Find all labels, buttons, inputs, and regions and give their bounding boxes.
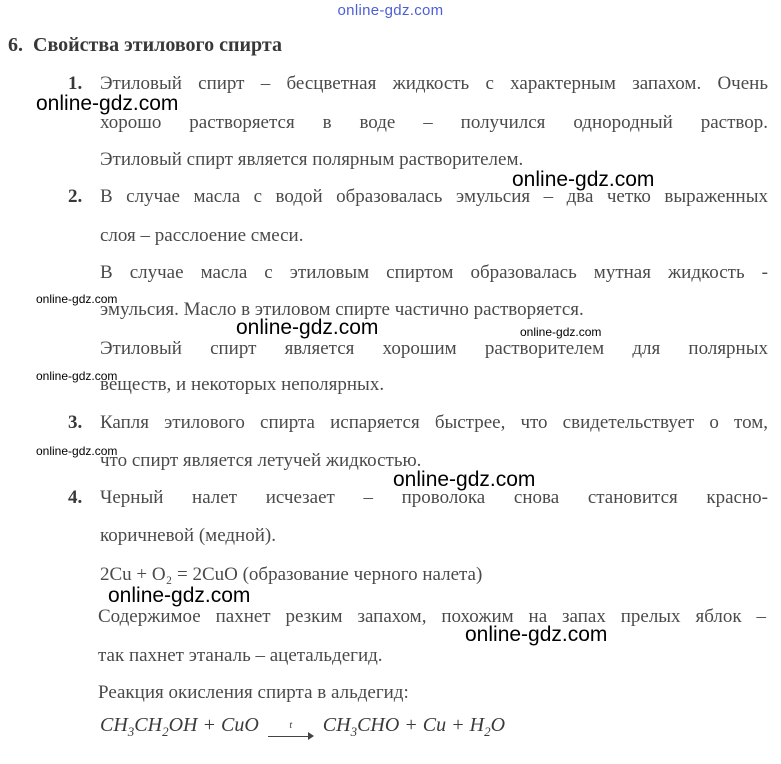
watermark: online-gdz.com [36,369,118,383]
paragraph-line: коричневой (медной). [100,525,276,546]
watermark: online-gdz.com [393,468,536,491]
reaction-formula [100,714,505,740]
paragraph-line: Содержимое пахнет резким запахом, похожим на запах прелых яблок – [98,606,766,627]
section-title-text: Свойства этилового спирта [33,34,282,56]
paragraph-line: хорошо растворяется в воде – получился однородный раствор. [100,112,768,133]
paragraph-line: Реакция окисления спирта в альдегид: [98,682,409,703]
watermark: online-gdz.com [36,92,179,115]
formula-text: OH + CuO [168,714,259,736]
paragraph-line: слоя – расслоение смеси. [100,225,304,246]
paragraph-line: Этиловый спирт является хорошим растворителем для полярных [100,338,768,359]
item-number: 1. [68,73,83,94]
paragraph-line: Капля этилового спирта испаряется быстрее, что свидетельствует о том, [100,412,768,433]
reaction-condition: t [289,720,293,732]
watermark: online-gdz.com [520,325,602,339]
paragraph-line: веществ, и некоторых неполярных. [100,374,385,395]
formula-subscript: 2 [484,724,491,739]
item-number: 3. [68,412,83,433]
paragraph-line: что спирт является летучей жидкостью. [100,450,422,471]
equation-line: 2Cu + O₂ = 2CuO (образование черного налета) [100,564,483,585]
section-title [8,34,282,57]
paragraph-line: Черный налет исчезает – проволока снова становится красно- [100,487,768,508]
watermark: online-gdz.com [108,584,251,607]
paragraph-line: В случае масла с водой образовалась эмульсия – два четко выраженных [100,186,768,207]
formula-subscript: 3 [127,724,135,739]
formula-subscript: 3 [350,724,358,739]
formula-text: CHO + Cu + H [357,714,485,736]
paragraph-line: Этиловый спирт – бесцветная жидкость с характерным запахом. Очень [100,73,768,94]
formula-text: O [490,714,506,736]
formula-text: CH [322,714,351,736]
watermark: online-gdz.com [36,292,118,306]
section-number: 6. [8,34,23,56]
paragraph-line: Этиловый спирт является полярным растворителем. [100,149,524,170]
formula-text: CH [134,714,163,736]
watermark: online-gdz.com [236,316,379,339]
paragraph-line: эмульсия. Масло в этиловом спирте частично растворяется. [100,299,584,320]
paragraph-line: так пахнет этаналь – ацетальдегид. [98,645,383,666]
watermark: online-gdz.com [512,168,655,191]
header-watermark: online-gdz.com [337,2,444,19]
item-number: 2. [68,186,83,207]
item-number: 4. [68,487,83,508]
formula-text: CH [100,714,128,736]
watermark: online-gdz.com [36,444,118,458]
paragraph-line: В случае масла с этиловым спиртом образовалась мутная жидкость - [100,262,768,283]
formula-subscript: 2 [162,724,169,739]
watermark: online-gdz.com [465,623,608,646]
